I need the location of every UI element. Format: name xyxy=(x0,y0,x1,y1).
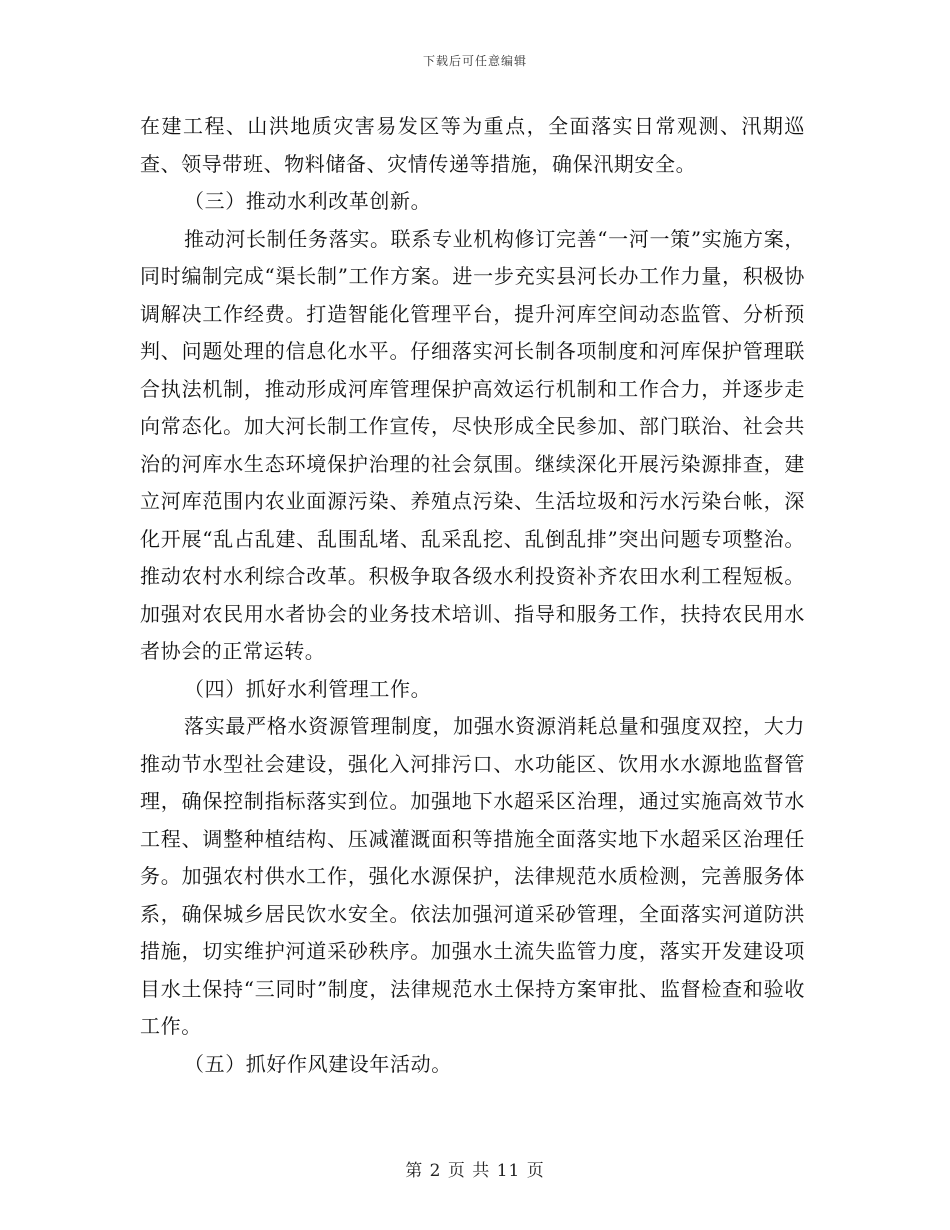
paragraph-water-management: 落实最严格水资源管理制度，加强水资源消耗总量和强度双控，大力推动节水型社会建设，强化入河排污口、水功能区、饮用水水源地监督管理，确保控制指标落实到位。加强地下水超采区治理，通过实施高效节水工程、调整种植结构、压减灌溉面积等措施全面落实地下水超采区治理任务。加强农村供水工作，强化水源保护，法律规范水质检测，完善服务体系，确保城乡居民饮水安全。依法加强河道采砂管理，全面落实河道防洪措施，切实维护河道采砂秩序。加强水土流失监管力度，落实开发建设项目水土保持“三同时”制度，法律规范水土保持方案审批、监督检查和验收工作。 xyxy=(140,714,805,1038)
document-body xyxy=(140,108,805,1083)
section-heading-4: （四）抓好水利管理工作。 xyxy=(184,676,432,701)
section-heading-3: （三）推动水利改革创新。 xyxy=(184,189,432,213)
section-heading-5: （五）抓好作风建设年活动。 xyxy=(184,1051,452,1076)
paragraph-continuation: 在建工程、山洪地质灾害易发区等为重点，全面落实日常观测、汛期巡查、领导带班、物料储备、灾情传递等措施，确保汛期安全。 xyxy=(140,114,805,176)
page-header-note: 下载后可任意编辑 xyxy=(422,54,527,68)
paragraph-river-chief: 推动河长制任务落实。联系专业机构修订完善“一河一策”实施方案，同时编制完成“渠长制”工作方案。进一步充实县河长办工作力量，积极协调解决工作经费。打造智能化管理平台，提升河库空间动态监管、分析预判、问题处理的信息化水平。仔细落实河长制各项制度和河库保护管理联合执法机制，推动形成河库管理保护高效运行机制和工作合力，并逐步走向常态化。加大河长制工作宣传，尽快形成全民参加、部门联治、社会共治的河库水生态环境保护治理的社会氛围。继续深化开展污染源排查，建立河库范围内农业面源污染、养殖点污染、生活垃圾和污水污染台帐，深化开展“乱占乱建、乱围乱堵、乱采乱挖、乱倒乱排”突出问题专项整治。推动农村水利综合改革。积极争取各级水利投资补齐农田水利工程短板。加强对农民用水者协会的业务技术培训、指导和服务工作，扶持农民用水者协会的正常运转。 xyxy=(140,226,805,663)
page-number: 第 2 页 共 11 页 xyxy=(405,1161,545,1181)
